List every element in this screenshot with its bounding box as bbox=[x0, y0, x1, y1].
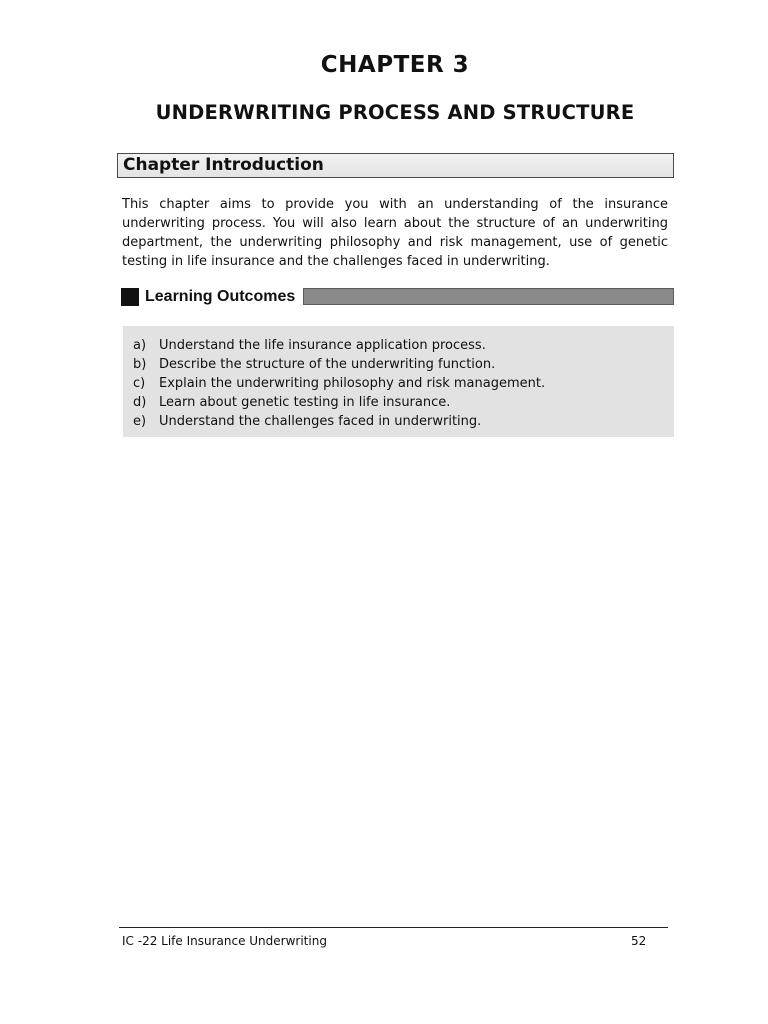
footer-course-title: IC -22 Life Insurance Underwriting bbox=[122, 934, 327, 948]
outcome-text: Understand the life insurance application process. bbox=[159, 338, 486, 353]
learning-outcomes-title: Learning Outcomes bbox=[145, 288, 296, 305]
learning-outcome-item bbox=[133, 393, 674, 412]
chapter-introduction-text: This chapter aims to provide you with an understanding of the insurance underwriting process. You will also learn about the structure of an underwriting department, the underwriting philosophy and risk management, use of genetic testing in life insurance and the challenges faced in underwriting. bbox=[122, 197, 668, 269]
learning-outcomes-panel bbox=[123, 326, 674, 437]
outcome-text: Learn about genetic testing in life insurance. bbox=[159, 395, 451, 410]
outcome-text: Understand the challenges faced in underwriting. bbox=[159, 414, 482, 429]
chapter-title: UNDERWRITING PROCESS AND STRUCTURE bbox=[155, 101, 635, 124]
outcome-marker: b) bbox=[133, 357, 147, 372]
page-number: 52 bbox=[631, 934, 647, 948]
outcome-marker: c) bbox=[133, 376, 146, 391]
outcome-text: Describe the structure of the underwriting function. bbox=[159, 357, 496, 372]
outcome-marker: e) bbox=[133, 414, 147, 429]
outcome-text: Explain the underwriting philosophy and risk management. bbox=[159, 376, 546, 391]
outcome-marker: a) bbox=[133, 338, 147, 353]
learning-outcomes-list bbox=[133, 336, 674, 431]
learning-outcome-item bbox=[133, 355, 674, 374]
learning-outcome-item bbox=[133, 412, 674, 431]
heading-bar bbox=[303, 288, 674, 305]
learning-outcome-item bbox=[133, 336, 674, 355]
chapter-number: CHAPTER 3 bbox=[320, 52, 470, 78]
learning-outcomes-heading bbox=[121, 286, 675, 308]
square-bullet-icon bbox=[121, 288, 139, 306]
learning-outcome-item bbox=[133, 374, 674, 393]
chapter-introduction-heading: Chapter Introduction bbox=[123, 155, 324, 175]
outcome-marker: d) bbox=[133, 395, 147, 410]
footer-divider bbox=[119, 927, 668, 928]
chapter-introduction-heading-box bbox=[117, 153, 674, 178]
